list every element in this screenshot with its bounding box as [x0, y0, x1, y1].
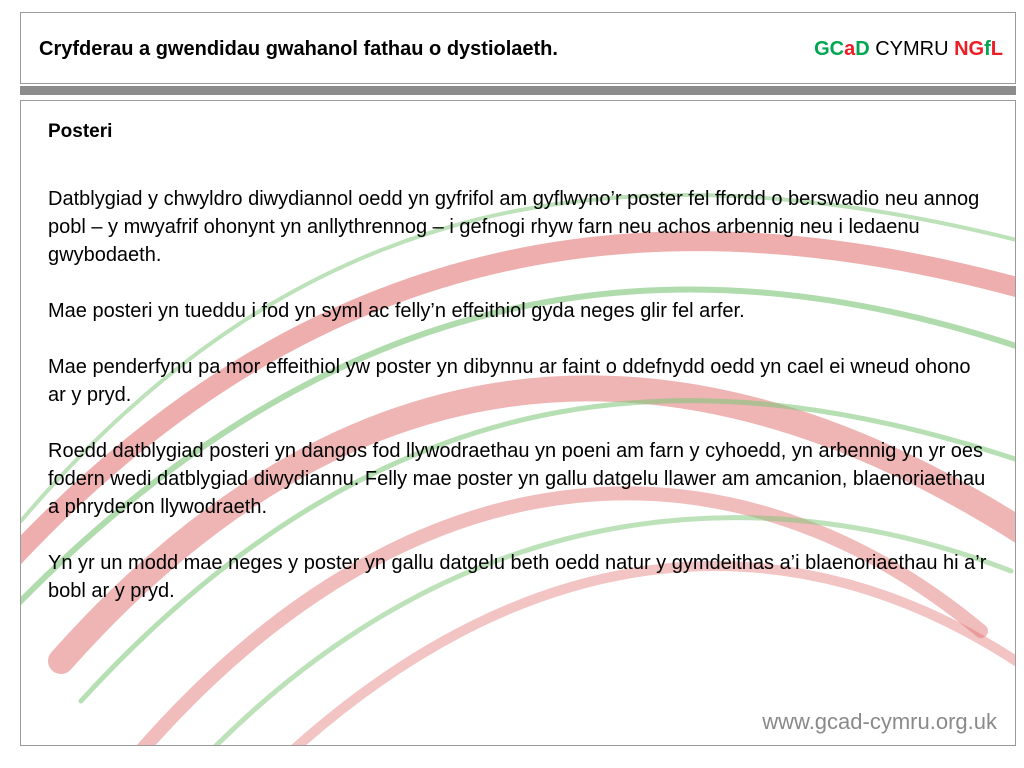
brand-f: f: [984, 38, 991, 60]
paragraph-1: Datblygiad y chwyldro diwydiannol oedd yn gyfrifol am gyflwyno’r poster fel ffordd o berswadio neu annog pobl – y mwyafrif ohonynt yn anllythrennog – i gefnogi rhyw farn neu achos arbennig neu i ledaenu gwybodaeth.: [48, 188, 980, 266]
paragraph-2: Mae posteri yn tueddu i fod yn syml ac felly’n effeithiol gyda neges glir fel arfer.: [48, 300, 745, 322]
brand-ng: NG: [954, 38, 985, 60]
brand-d: D: [855, 38, 870, 60]
brand-a: a: [844, 38, 856, 60]
brand-l: L: [990, 38, 1003, 60]
brand-cymru: CYMRU: [869, 38, 955, 60]
brand-gc: GC: [814, 38, 845, 60]
section-heading: Posteri: [48, 121, 113, 142]
paragraph-5: Yn yr un modd mae neges y poster yn gallu datgelu beth oedd natur y gymdeithas a’i blaenoriaethau hi a’r bobl ar y pryd.: [48, 552, 987, 602]
paragraph-3: Mae penderfynu pa mor effeithiol yw poster yn dibynnu ar faint o ddefnydd oedd yn cael ei wneud ohono ar y pryd.: [48, 356, 971, 406]
content-text: [48, 121, 988, 633]
page-title: Cryfderau a gwendidau gwahanol fathau o dystiolaeth.: [39, 38, 558, 60]
content-panel: [20, 100, 1016, 746]
brand-logo: [814, 38, 1003, 61]
header: [20, 12, 1016, 84]
paragraph-4: Roedd datblygiad posteri yn dangos fod llywodraethau yn poeni am farn y cyhoedd, yn arbennig yn yr oes fodern wedi datblygiad diwydiannu. Felly mae poster yn gallu datgelu llawer am amcanion, blaenoriaethau a phryderon llywodraeth.: [48, 440, 986, 518]
header-divider-bar: [20, 86, 1016, 95]
footer-url: www.gcad-cymru.org.uk: [762, 709, 997, 734]
